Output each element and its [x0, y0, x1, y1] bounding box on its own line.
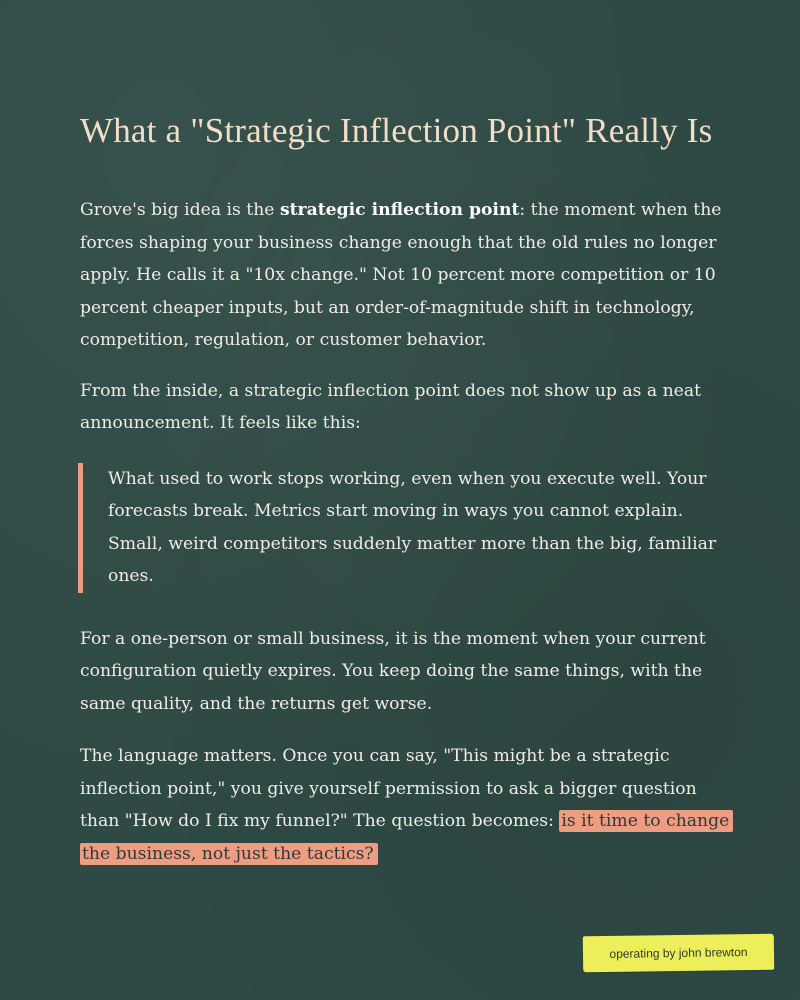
article [80, 108, 730, 870]
paragraph-language [80, 740, 730, 870]
pull-quote [78, 463, 728, 593]
author-badge-label: operating by john brewton [609, 945, 748, 961]
language-text: The language matters. Once you can say, "This might be a strategic inflection point," you give yourself permission to ask a bigger question than "How do I fix my funnel?" The question becomes: [80, 746, 697, 831]
paragraph-intro [80, 194, 730, 357]
highlighted-question: is it time to change the business, not just the tactics? [80, 810, 733, 865]
intro-text-start: Grove's big idea is the [80, 200, 280, 220]
strategic-inflection-point-term: strategic inflection point [279, 200, 520, 220]
intro-text-end: : the moment when the forces shaping your business change enough that the old rules no longer apply. He calls it a "10x change." Not 10 percent more competition or 10 percent cheaper inputs, but an order-of-magnitude shift in technology, competition, regulation, or customer behavior. [80, 200, 722, 350]
article-title: What a "Strategic Inflection Point" Really Is [80, 111, 713, 150]
author-badge [583, 934, 774, 973]
pull-quote-text: What used to work stops working, even when you execute well. Your forecasts break. Metrics start moving in ways you cannot explain. Small, weird competitors suddenly matter more than the big, familiar ones. [108, 468, 717, 586]
paragraph-inside-view: From the inside, a strategic inflection point does not show up as a neat announcement. It feels like this: [80, 380, 701, 433]
paragraph-small-business: For a one-person or small business, it is the moment when your current configuration quietly expires. You keep doing the same things, with the same quality, and the returns get worse. [80, 628, 706, 714]
